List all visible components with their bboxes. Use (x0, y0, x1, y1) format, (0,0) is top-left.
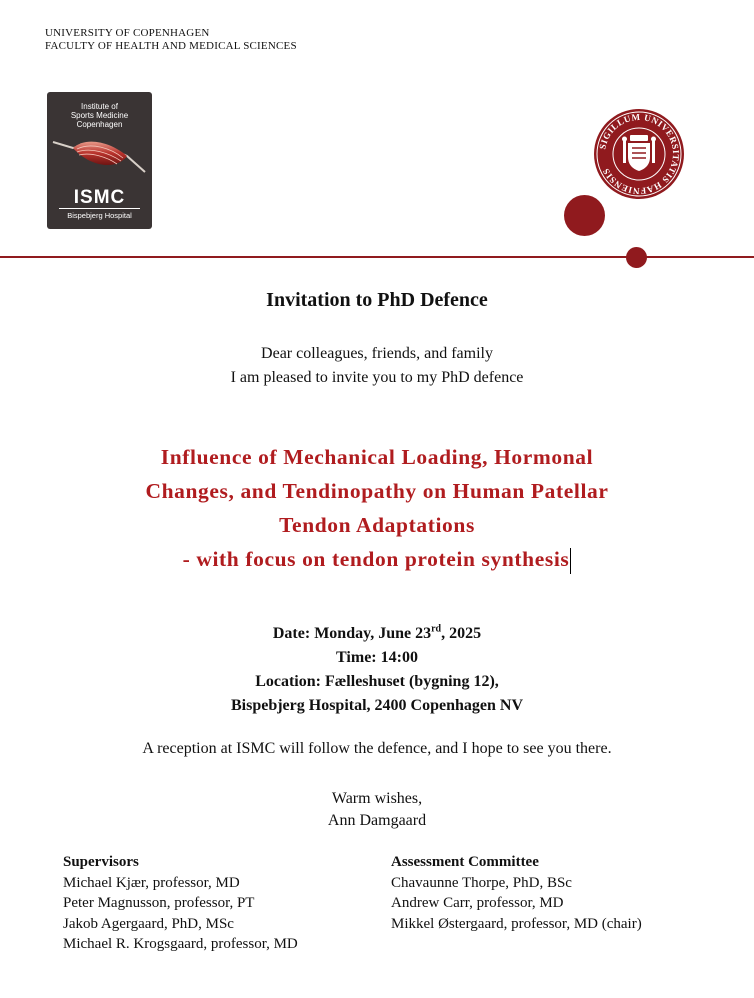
thesis-title-line-2: Changes, and Tendinopathy on Human Patellar (145, 479, 609, 503)
greeting-line-2: I am pleased to invite you to my PhD defence (230, 369, 524, 386)
faculty-name: FACULTY OF HEALTH AND MEDICAL SCIENCES (45, 40, 297, 52)
list-item: Michael R. Krogsgaard, professor, MD (63, 936, 298, 952)
time-line: Time: 14:00 (336, 649, 418, 666)
committee-heading: Assessment Committee (391, 854, 539, 870)
location-line-1: Location: Fælleshuset (bygning 12), (255, 673, 499, 690)
list-item: Michael Kjær, professor, MD (63, 874, 240, 891)
date-prefix: Date: Monday, June 23 (272, 625, 432, 642)
defence-details (0, 622, 754, 718)
page-title: Invitation to PhD Defence (266, 289, 488, 311)
location-line-2: Bispebjerg Hospital, 2400 Copenhagen NV (230, 697, 524, 714)
committee-section (391, 852, 642, 934)
date-line (0, 622, 754, 646)
thesis-subtitle-line (0, 542, 754, 576)
logo-divider (59, 208, 140, 209)
reception-note: A reception at ISMC will follow the defence, and I hope to see you there. (142, 740, 612, 757)
decorative-dot-large (564, 195, 605, 236)
thesis-title-line-1: Influence of Mechanical Loading, Hormonal (160, 445, 594, 469)
list-item: Jakob Agergaard, PhD, MSc (63, 915, 234, 932)
thesis-subtitle: - with focus on tendon protein synthesis (182, 547, 570, 571)
logo-line-2: Sports Medicine (70, 111, 129, 120)
logo-hospital-name: Bispebjerg Hospital (67, 211, 132, 220)
decorative-dot-small (626, 247, 647, 268)
closing-salutation: Warm wishes, (331, 790, 423, 807)
list-item: Mikkel Østergaard, professor, MD (chair) (391, 915, 642, 932)
logo-institute-name (47, 102, 152, 129)
thesis-title (0, 440, 754, 576)
university-seal-icon (592, 107, 686, 201)
thesis-title-line-3: Tendon Adaptations (279, 513, 475, 537)
list-item: Andrew Carr, professor, MD (391, 895, 564, 911)
author-name: Ann Damgaard (327, 812, 427, 829)
seal-text: SIGILLUM UNIVERSITATIS HAFNIENSIS (597, 111, 682, 197)
supervisors-section (63, 852, 298, 955)
date-suffix: , 2025 (441, 625, 482, 642)
logo-abbreviation: ISMC (73, 187, 126, 208)
closing (0, 788, 754, 832)
logo-line-3: Copenhagen (76, 120, 123, 129)
logo-line-1: Institute of (81, 102, 118, 111)
greeting-line-1: Dear colleagues, friends, and family (261, 345, 493, 362)
ismc-logo (47, 92, 152, 229)
muscle-icon (51, 134, 148, 182)
list-item: Peter Magnusson, professor, PT (63, 895, 255, 911)
date-ordinal: rd (431, 623, 442, 635)
greeting (0, 342, 754, 390)
document-header (45, 27, 297, 53)
supervisors-heading: Supervisors (63, 854, 139, 870)
text-cursor (570, 548, 571, 574)
university-name: UNIVERSITY OF COPENHAGEN (45, 27, 210, 39)
list-item: Chavaunne Thorpe, PhD, BSc (391, 874, 572, 891)
